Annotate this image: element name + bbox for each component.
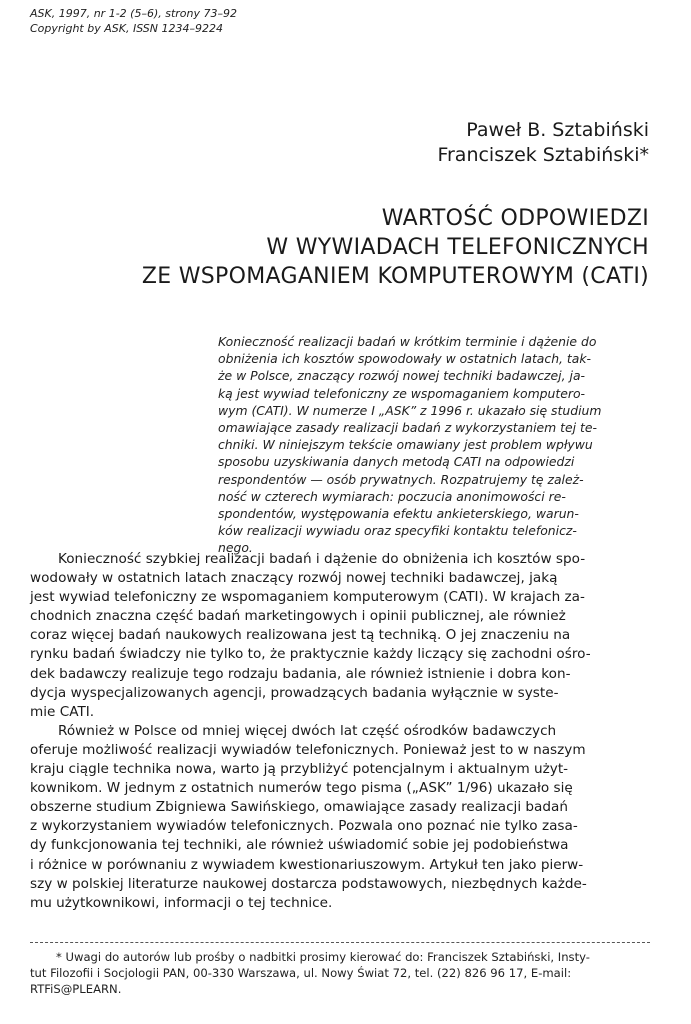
footnote-line: RTFiS@PLEARN. — [30, 982, 122, 996]
text-line: kownikom. W jednym z ostatnich numerów tego pisma („ASK” 1/96) ukazało się — [30, 780, 573, 797]
body-text — [30, 550, 648, 913]
text-line: mu użytkownikowi, informacji o tej technice. — [30, 894, 333, 911]
abstract-line: omawiające zasady realizacji badań z wykorzystaniem tej te- — [218, 420, 597, 436]
abstract — [218, 333, 648, 557]
text-line: dy funkcjonowania tej techniki, ale również uświadomić sobie jej podobieństwa — [30, 837, 569, 854]
author-list — [437, 118, 649, 168]
text-line: szy w polskiej literaturze naukowej dostarcza podstawowych, niezbędnych każde- — [30, 875, 587, 892]
abstract-line: chniki. W niniejszym tekście omawiany jest problem wpływu — [218, 437, 593, 453]
text-line: kraju ciągle technika nowa, warto ją przybliżyć potencjalnym i aktualnym użyt- — [30, 761, 569, 778]
abstract-line: wym (CATI). W numerze I „ASK” z 1996 r. ukazało się studium — [218, 402, 602, 418]
abstract-line: spondentów, występowania efektu ankieterskiego, warun- — [218, 506, 579, 522]
text-line: obszerne studium Zbigniewa Sawińskiego, omawiające zasady realizacji badań — [30, 799, 568, 816]
journal-header — [30, 6, 237, 36]
abstract-line: że w Polsce, znaczący rozwój nowej techniki badawczej, ja- — [218, 368, 586, 384]
author-name: Paweł B. Sztabiński — [466, 119, 649, 141]
text-line: chodnich znaczna część badań marketingowych i opinii publicznej, ale również — [30, 608, 566, 625]
text-line: coraz więcej badań naukowych realizowana jest tą techniką. O jej znaczeniu na — [30, 627, 571, 644]
abstract-line: ków realizacji wywiadu oraz specyfiki kontaktu telefonicz- — [218, 523, 577, 539]
footnote — [30, 949, 650, 997]
abstract-line: ność w czterech wymiarach: poczucia anonimowości re- — [218, 488, 566, 504]
copyright-line: Copyright by ASK, ISSN 1234–9224 — [30, 22, 223, 35]
title-line: ZE WSPOMAGANIEM KOMPUTEROWYM (CATI) — [141, 264, 649, 289]
text-line: Konieczność szybkiej realizacji badań i dążenie do obniżenia ich kosztów spo- — [58, 551, 586, 567]
abstract-line: sposobu uzyskiwania danych metodą CATI na odpowiedzi — [218, 454, 575, 470]
abstract-line: obniżenia ich kosztów spowodowały w ostatnich latach, tak- — [218, 351, 592, 367]
footnote-line: tut Filozofii i Socjologii PAN, 00-330 Warszawa, ul. Nowy Świat 72, tel. (22) 826 96 17, E-mail: — [30, 966, 572, 980]
footnote-divider — [30, 942, 650, 943]
abstract-line: Konieczność realizacji badań w krótkim terminie i dążenie do — [218, 334, 597, 349]
text-line: dycja wyspecjalizowanych agencji, prowadzących badania wyłącznie w syste- — [30, 684, 559, 701]
text-line: jest wywiad telefoniczny ze wspomaganiem komputerowym (CATI). W krajach za- — [30, 589, 585, 606]
citation-line: ASK, 1997, nr 1-2 (5–6), strony 73–92 — [30, 7, 237, 20]
abstract-line: ką jest wywiad telefoniczny ze wspomaganiem komputero- — [218, 385, 586, 401]
abstract-line: nego. — [218, 540, 253, 556]
footnote-line: * Uwagi do autorów lub prośby o nadbitki prosimy kierować do: Franciszek Sztabiński, Insty- — [56, 950, 590, 964]
text-line: wodowały w ostatnich latach znaczący rozwój nowej techniki badawczej, jaką — [30, 570, 558, 587]
text-line: Również w Polsce od mniej więcej dwóch lat część ośrodków badawczych — [58, 722, 557, 739]
paragraph-1 — [30, 550, 648, 722]
abstract-line: respondentów — osób prywatnych. Rozpatrujemy tę zależ- — [218, 471, 584, 487]
text-line: oferuje możliwość realizacji wywiadów telefonicznych. Ponieważ jest to w naszym — [30, 741, 586, 758]
title-line: WARTOŚĆ ODPOWIEDZI — [381, 206, 649, 231]
paragraph-2 — [30, 722, 648, 913]
text-line: mie CATI. — [30, 703, 95, 720]
text-line: z wykorzystaniem wywiadów telefonicznych. Pozwala ono poznać nie tylko zasa- — [30, 818, 578, 835]
text-line: dek badawczy realizuje tego rodzaju badania, ale również istnienie i dobra kon- — [30, 665, 571, 682]
title-line: W WYWIADACH TELEFONICZNYCH — [266, 235, 649, 260]
article-title — [142, 204, 649, 291]
author-name: Franciszek Sztabiński* — [437, 144, 649, 166]
text-line: rynku badań świadczy nie tylko to, że praktycznie każdy liczący się zachodni ośro- — [30, 646, 591, 663]
text-line: i różnice w porównaniu z wywiadem kwestionariuszowym. Artykuł ten jako pierw- — [30, 856, 584, 873]
